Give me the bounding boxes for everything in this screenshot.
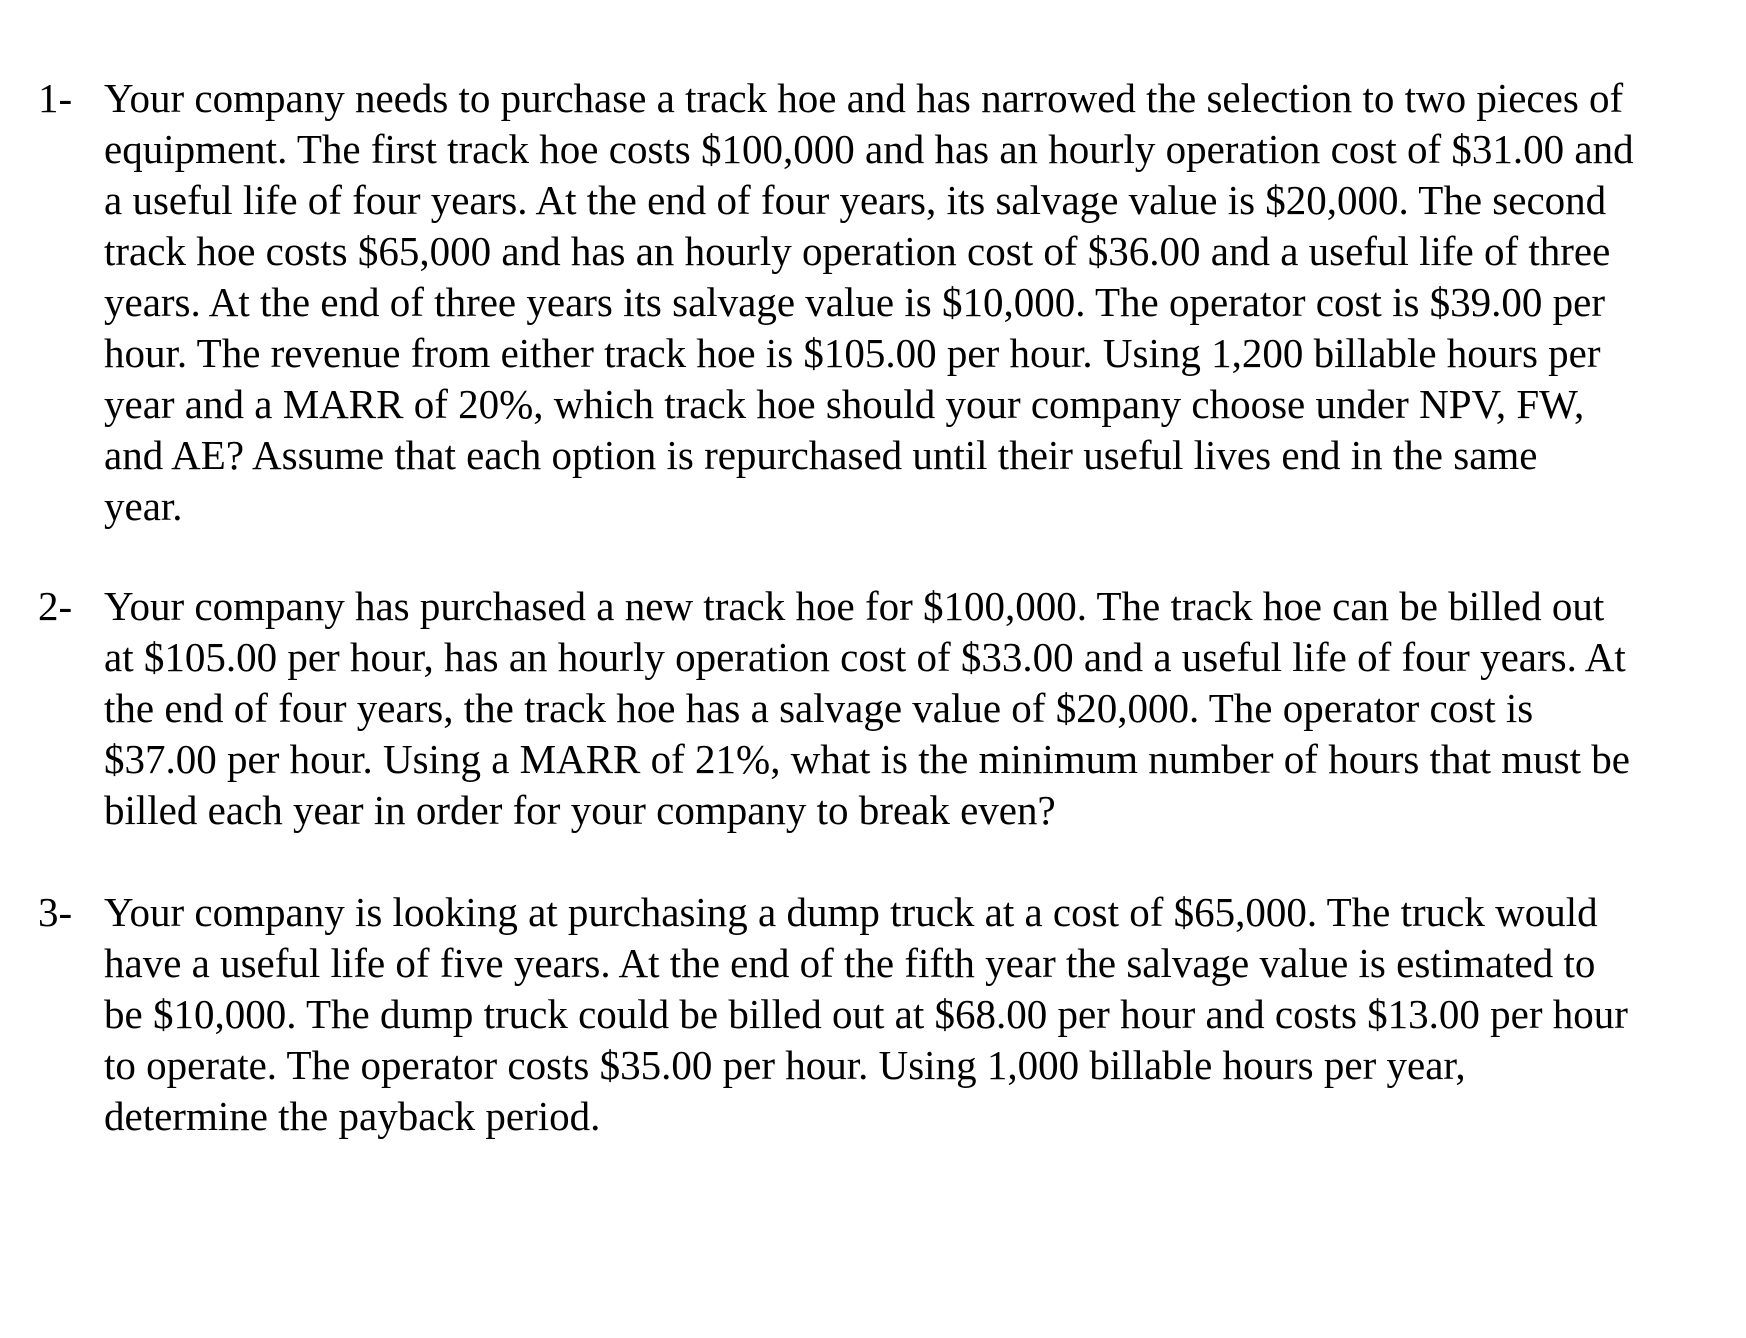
problem-3-line: determine the payback period. [104, 1093, 601, 1139]
problem-1-line: Your company needs to purchase a track hoe and has narrowed the selection to two pieces of [104, 75, 1624, 121]
problem-3-line: be $10,000. The dump truck could be billed out at $68.00 per hour and costs $13.00 per hour [104, 991, 1628, 1037]
problem-1-line: track hoe costs $65,000 and has an hourly operation cost of $36.00 and a useful life of three [104, 228, 1611, 274]
problem-1-number: 1- [38, 75, 73, 121]
problem-3-number: 3- [38, 889, 73, 935]
problem-3-line: to operate. The operator costs $35.00 per hour. Using 1,000 billable hours per year, [104, 1042, 1466, 1088]
problem-1-line: a useful life of four years. At the end of four years, its salvage value is $20,000. The second [104, 177, 1607, 223]
problem-2-line: Your company has purchased a new track hoe for $100,000. The track hoe can be billed out [104, 583, 1605, 629]
problem-3-line: have a useful life of five years. At the end of the fifth year the salvage value is estimated to [104, 940, 1596, 986]
problem-2-line: at $105.00 per hour, has an hourly operation cost of $33.00 and a useful life of four years. At [104, 634, 1626, 680]
problem-2-line: billed each year in order for your company to break even? [104, 787, 1056, 833]
problem-2-number: 2- [38, 583, 73, 629]
problem-1-line: years. At the end of three years its salvage value is $10,000. The operator cost is $39.00 per [104, 279, 1606, 325]
problem-1-line: hour. The revenue from either track hoe is $105.00 per hour. Using 1,200 billable hours per [104, 330, 1601, 376]
problem-1-line: year and a MARR of 20%, which track hoe should your company choose under NPV, FW, [104, 381, 1585, 427]
problem-1-line: year. [104, 483, 183, 529]
problem-1-line: equipment. The first track hoe costs $100,000 and has an hourly operation cost of $31.00 and [104, 126, 1634, 172]
problem-2-line: $37.00 per hour. Using a MARR of 21%, what is the minimum number of hours that must be [104, 736, 1630, 782]
problem-3-line: Your company is looking at purchasing a dump truck at a cost of $65,000. The truck would [104, 889, 1598, 935]
problem-1-line: and AE? Assume that each option is repurchased until their useful lives end in the same [104, 432, 1538, 478]
problem-2-line: the end of four years, the track hoe has a salvage value of $20,000. The operator cost is [104, 685, 1534, 731]
